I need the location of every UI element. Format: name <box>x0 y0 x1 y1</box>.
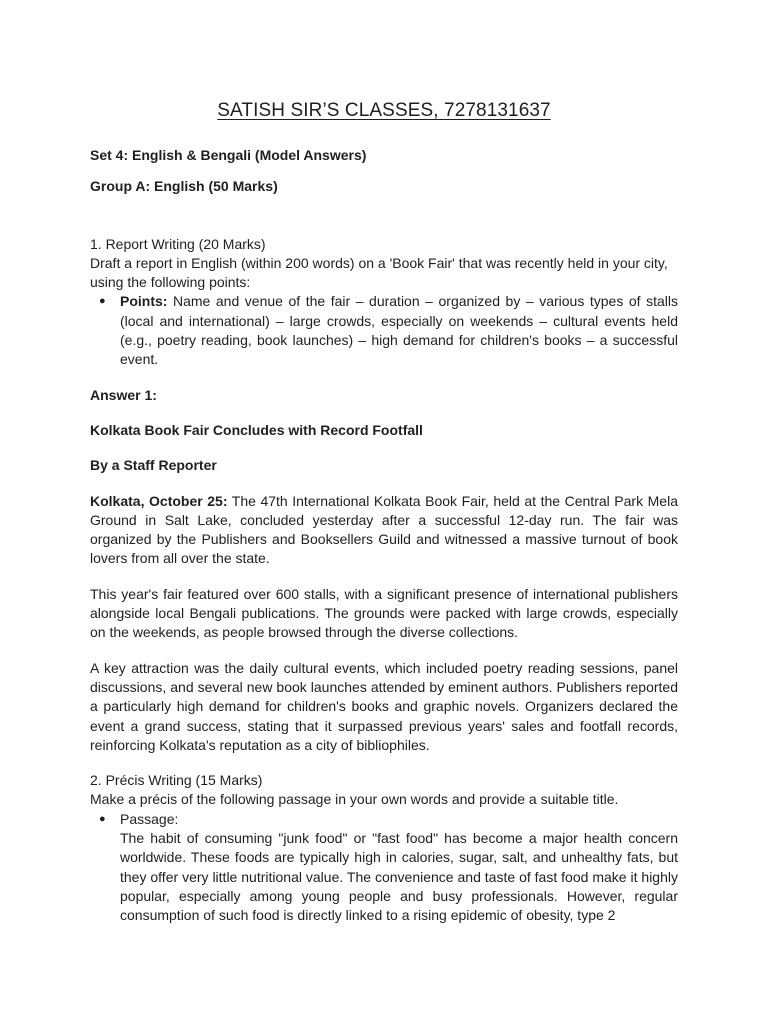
report-paragraph-3: A key attraction was the daily cultural events, which included poetry reading sessions, panel discussions, and several new book launches attended by eminent authors. Publishers reported a particularly high demand for children's books and graphic novels. Organizers declared the event a grand success, stating that it surpassed previous years' sales and footfall records, reinforcing Kolkata's reputation as a city of bibliophiles. <box>90 659 678 753</box>
document-body <box>90 146 678 926</box>
question-2-prompt: Make a précis of the following passage in your own words and provide a suitable title. <box>90 791 619 808</box>
question-2 <box>90 771 678 925</box>
question-1-points-list <box>90 292 678 369</box>
report-dateline: Kolkata, October 25: <box>90 492 228 509</box>
group-heading: Group A: English (50 Marks) <box>90 178 278 195</box>
passage-text: The habit of consuming "junk food" or "fast food" has become a major health concern worldwide. These foods are typically high in calories, sugar, salt, and unhealthy fats, but they offer very little nutritional value. The convenience and taste of fast food make it highly popular, especially among young people and busy professionals. However, regular consumption of such food is directly linked to a rising epidemic of obesity, type 2 <box>120 830 678 924</box>
list-item <box>99 810 678 926</box>
report-byline: By a Staff Reporter <box>90 457 217 474</box>
page-title: SATISH SIR’S CLASSES, 7278131637 <box>217 100 551 121</box>
report-paragraph-1 <box>90 492 678 569</box>
question-2-heading: 2. Précis Writing (15 Marks) <box>90 772 263 789</box>
points-text: Name and venue of the fair – duration – organized by – various types of stalls (local and international) – large crowds, especially on weekends – cultural events held (e.g., poetry reading, book launches) – high demand for children's books – a successful event. <box>120 293 678 368</box>
bullet-icon: ● <box>99 812 106 825</box>
report-paragraph-1-text: The 47th International Kolkata Book Fair, held at the Central Park Mela Ground in Salt Lake, concluded yesterday after a successful 12-day run. The fair was organized by the Publishers and Booksellers Guild and witnessed a massive turnout of book lovers from all over the state. <box>90 492 678 567</box>
passage-label: Passage: <box>120 810 179 827</box>
question-2-passage-list <box>90 810 678 926</box>
report-paragraph-2: This year's fair featured over 600 stalls, with a significant presence of international publishers alongside local Bengali publications. The grounds were packed with large crowds, especially on the weekends, as people browsed through the diverse collections. <box>90 585 678 641</box>
question-1-heading: 1. Report Writing (20 Marks) <box>90 235 266 252</box>
bullet-icon: ● <box>99 295 106 308</box>
question-1-prompt: Draft a report in English (within 200 words) on a 'Book Fair' that was recently held in your city, using the following points: <box>90 254 668 291</box>
answer-1-label: Answer 1: <box>90 386 157 403</box>
question-1 <box>90 235 678 370</box>
points-label: Points: <box>120 293 168 310</box>
report-headline: Kolkata Book Fair Concludes with Record Footfall <box>90 421 423 438</box>
set-heading: Set 4: English & Bengali (Model Answers) <box>90 147 367 163</box>
answer-1 <box>90 386 678 755</box>
list-item <box>99 292 678 369</box>
